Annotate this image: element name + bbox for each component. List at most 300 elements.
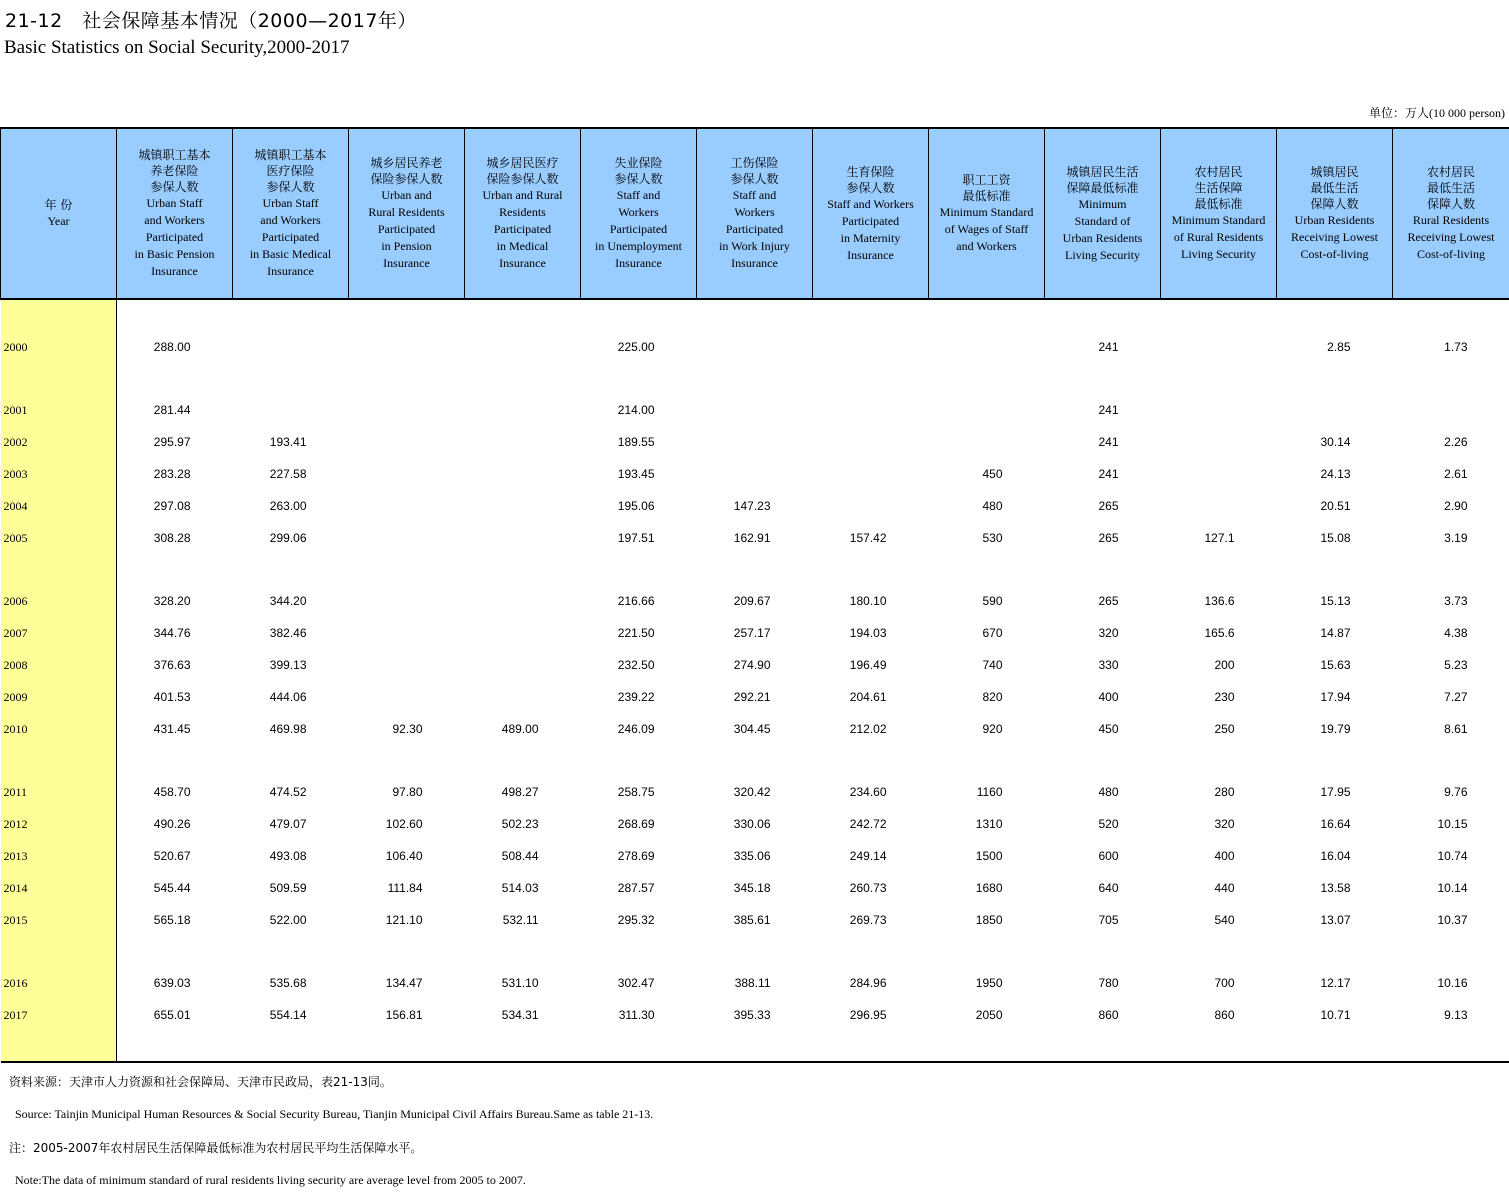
value-cell: 232.50 [617, 658, 655, 672]
value-cell: 10.71 [1320, 1008, 1351, 1022]
empty-cell [349, 299, 465, 331]
value-cell [929, 426, 1045, 458]
value-cell: 670 [982, 626, 1003, 640]
value-cell: 281.44 [153, 403, 191, 417]
column-header-en-line: Year [47, 214, 70, 228]
column-header-4 [465, 128, 581, 299]
column-header-en-line: Staff and [732, 188, 777, 202]
value-cell [465, 522, 581, 554]
column-header-12 [1393, 128, 1509, 299]
value-cell: 200 [1214, 658, 1235, 672]
value-cell [929, 394, 1045, 426]
year-cell: 2002 [1, 426, 117, 458]
column-header-cn-line: 生活保障 [1194, 181, 1243, 195]
value-cell: 531.10 [501, 976, 539, 990]
value-cell: 162.91 [733, 531, 771, 545]
year-cell: 2001 [1, 394, 117, 426]
table-row [1, 331, 1509, 363]
value-cell: 458.70 [153, 785, 191, 799]
unit-label-en: (10 000 person) [1429, 106, 1505, 120]
table-title-cn: 21-12 社会保障基本情况（2000—2017年） [5, 10, 417, 32]
value-cell: 246.09 [617, 722, 655, 736]
value-cell: 134.47 [385, 976, 423, 990]
empty-cell [1161, 554, 1277, 585]
column-header-en-line: Insurance [731, 256, 778, 270]
empty-cell [117, 299, 233, 331]
value-cell: 395.33 [733, 1008, 771, 1022]
column-header-cn-line: 最低标准 [1194, 197, 1243, 211]
value-cell [1161, 458, 1277, 490]
value-cell: 520 [1098, 817, 1119, 831]
value-cell: 328.20 [153, 594, 191, 608]
column-header-cn-line: 保险参保人数 [486, 172, 559, 186]
column-header-cn-line: 医疗保险 [266, 164, 315, 178]
value-cell [1161, 426, 1277, 458]
empty-cell [929, 554, 1045, 585]
column-header-en-line: Insurance [267, 264, 314, 278]
value-cell: 1850 [975, 913, 1003, 927]
value-cell [349, 394, 465, 426]
value-cell: 514.03 [501, 881, 539, 895]
value-cell [465, 426, 581, 458]
empty-cell [117, 554, 233, 585]
table-row [1, 458, 1509, 490]
year-cell: 2003 [1, 458, 117, 490]
value-cell: 400 [1098, 690, 1119, 704]
value-cell: 489.00 [501, 722, 539, 736]
column-header-en-line: of Wages of Staff [944, 222, 1029, 236]
value-cell: 30.14 [1320, 435, 1351, 449]
value-cell: 227.58 [269, 467, 307, 481]
empty-cell [1045, 299, 1161, 331]
value-cell: 399.13 [269, 658, 307, 672]
value-cell: 209.67 [733, 594, 771, 608]
value-cell [233, 394, 349, 426]
value-cell: 241 [1098, 467, 1119, 481]
column-header-en-line: Receiving Lowest [1407, 230, 1495, 244]
value-cell: 214.00 [617, 403, 655, 417]
empty-cell [1161, 299, 1277, 331]
empty-cell [1277, 936, 1393, 967]
value-cell: 450 [1098, 722, 1119, 736]
year-cell [1, 554, 117, 585]
value-cell: 197.51 [617, 531, 655, 545]
column-header-cn-line: 职工工资 [962, 173, 1011, 187]
value-cell: 705 [1098, 913, 1119, 927]
column-header-en-line: Minimum Standard [1171, 213, 1266, 227]
value-cell: 258.75 [617, 785, 655, 799]
value-cell: 292.21 [733, 690, 771, 704]
value-cell: 10.15 [1437, 817, 1468, 831]
value-cell: 522.00 [269, 913, 307, 927]
column-header-en-line: Staff and [616, 188, 661, 202]
value-cell [813, 458, 929, 490]
value-cell: 250 [1214, 722, 1235, 736]
value-cell: 1.73 [1444, 340, 1468, 354]
empty-cell [1277, 1031, 1393, 1062]
empty-cell [929, 745, 1045, 776]
value-cell: 400 [1214, 849, 1235, 863]
value-cell: 147.23 [733, 499, 771, 513]
year-cell: 2015 [1, 904, 117, 936]
year-cell [1, 936, 117, 967]
table-row [1, 490, 1509, 522]
value-cell: 221.50 [617, 626, 655, 640]
value-cell: 450 [982, 467, 1003, 481]
value-cell: 92.30 [392, 722, 423, 736]
value-cell: 13.07 [1320, 913, 1351, 927]
value-cell: 24.13 [1320, 467, 1351, 481]
value-cell [349, 681, 465, 713]
table-row [1, 840, 1509, 872]
column-header-8 [929, 128, 1045, 299]
spacer-row [1, 363, 1509, 394]
empty-cell [465, 1031, 581, 1062]
table-row [1, 649, 1509, 681]
value-cell: 17.94 [1320, 690, 1351, 704]
empty-cell [929, 936, 1045, 967]
column-header-en-line: Urban and [381, 188, 432, 202]
year-cell [1, 745, 117, 776]
column-header-en-line: and Workers [956, 239, 1017, 253]
value-cell [1161, 394, 1277, 426]
value-cell: 287.57 [617, 881, 655, 895]
value-cell: 860 [1214, 1008, 1235, 1022]
value-cell: 284.96 [849, 976, 887, 990]
value-cell: 480 [982, 499, 1003, 513]
value-cell: 431.45 [153, 722, 191, 736]
column-header-cn-line: 年 份 [44, 198, 73, 212]
value-cell [465, 681, 581, 713]
source-note-cn: 资料来源：天津市人力资源和社会保障局、天津市民政局，表21-13同。 [9, 1075, 392, 1089]
empty-cell [349, 745, 465, 776]
column-header-en-line: Workers [618, 205, 659, 219]
value-cell: 388.11 [734, 976, 771, 990]
value-cell: 136.6 [1204, 594, 1235, 608]
statistics-table [0, 127, 1509, 1063]
value-cell: 493.08 [269, 849, 307, 863]
value-cell: 740 [982, 658, 1003, 672]
empty-cell [233, 363, 349, 394]
empty-cell [929, 1031, 1045, 1062]
value-cell: 820 [982, 690, 1003, 704]
value-cell [1161, 490, 1277, 522]
column-header-en-line: Participated [725, 222, 784, 236]
table-row [1, 967, 1509, 999]
column-header-cn-line: 保障最低标准 [1066, 180, 1139, 195]
column-header-en-line: Cost-of-living [1417, 247, 1485, 261]
value-cell: 194.03 [849, 626, 887, 640]
table-row [1, 808, 1509, 840]
spacer-row [1, 745, 1509, 776]
column-header-en-line: Participated [261, 230, 320, 244]
column-header-en-line: Participated [377, 222, 436, 236]
column-header-en-line: Urban Staff [146, 196, 203, 210]
value-cell: 474.52 [269, 785, 307, 799]
column-header-en-line: Participated [493, 222, 552, 236]
column-header-cn-line: 城镇职工基本 [138, 148, 211, 162]
year-cell: 2013 [1, 840, 117, 872]
empty-cell [465, 363, 581, 394]
column-header-cn-line: 保险参保人数 [370, 172, 443, 186]
column-header-cn-line: 最低生活 [1426, 181, 1475, 195]
value-cell [813, 394, 929, 426]
column-header-cn-line: 参保人数 [730, 172, 779, 186]
value-cell: 268.69 [617, 817, 655, 831]
value-cell: 241 [1098, 340, 1119, 354]
value-cell: 19.79 [1320, 722, 1351, 736]
value-cell: 17.95 [1320, 785, 1351, 799]
value-cell [349, 490, 465, 522]
column-header-cn-line: 参保人数 [266, 180, 315, 194]
empty-cell [929, 299, 1045, 331]
value-cell: 241 [1098, 403, 1119, 417]
column-header-en-line: Insurance [499, 256, 546, 270]
year-cell: 2017 [1, 999, 117, 1031]
value-cell: 3.19 [1444, 531, 1468, 545]
empty-cell [465, 936, 581, 967]
value-cell: 295.32 [617, 913, 655, 927]
value-cell: 265 [1098, 499, 1119, 513]
column-header-cn-line: 农村居民 [1194, 165, 1243, 179]
year-cell: 2006 [1, 585, 117, 617]
column-header-en-line: Residents [499, 205, 546, 219]
column-header-en-line: in Basic Medical [249, 247, 332, 261]
value-cell: 534.31 [501, 1008, 539, 1022]
value-cell: 14.87 [1320, 626, 1351, 640]
value-cell: 15.63 [1320, 658, 1351, 672]
column-header-en-line: Minimum [1078, 196, 1127, 211]
value-cell [349, 522, 465, 554]
value-cell: 304.45 [733, 722, 771, 736]
value-cell: 13.58 [1320, 881, 1351, 895]
value-cell: 189.55 [617, 435, 655, 449]
year-cell: 2014 [1, 872, 117, 904]
value-cell: 9.76 [1444, 785, 1468, 799]
value-cell: 860 [1098, 1008, 1119, 1022]
column-header-cn-line: 养老保险 [150, 164, 199, 178]
column-header-cn-line: 失业保险 [614, 156, 663, 170]
empty-cell [697, 745, 813, 776]
table-row [1, 617, 1509, 649]
value-cell: 241 [1098, 435, 1119, 449]
column-header-cn-line: 最低生活 [1310, 181, 1359, 195]
value-cell: 20.51 [1320, 499, 1351, 513]
value-cell [697, 331, 813, 363]
empty-cell [1277, 363, 1393, 394]
value-cell: 297.08 [153, 499, 191, 513]
value-cell [465, 649, 581, 681]
value-cell [349, 331, 465, 363]
year-cell: 2012 [1, 808, 117, 840]
value-cell [813, 490, 929, 522]
value-cell: 97.80 [392, 785, 423, 799]
value-cell [349, 617, 465, 649]
column-header-cn-line: 参保人数 [150, 180, 199, 194]
empty-cell [1393, 936, 1509, 967]
value-cell: 249.14 [849, 849, 887, 863]
value-cell: 308.28 [153, 531, 191, 545]
value-cell: 1500 [975, 849, 1003, 863]
empty-cell [697, 554, 813, 585]
value-cell: 376.63 [153, 658, 191, 672]
year-cell [1, 363, 117, 394]
column-header-cn-line: 参保人数 [614, 172, 663, 186]
column-header-cn-line: 城镇居民 [1310, 165, 1359, 179]
year-cell: 2010 [1, 713, 117, 745]
value-cell: 295.97 [153, 435, 191, 449]
column-header-7 [813, 128, 929, 299]
value-cell: 257.17 [733, 626, 771, 640]
table-row [1, 776, 1509, 808]
year-cell: 2008 [1, 649, 117, 681]
value-cell: 5.23 [1444, 658, 1468, 672]
empty-cell [581, 936, 697, 967]
table-row [1, 872, 1509, 904]
value-cell: 121.10 [385, 913, 423, 927]
value-cell: 502.23 [501, 817, 539, 831]
empty-cell [465, 554, 581, 585]
table-row [1, 713, 1509, 745]
year-cell [1, 299, 117, 331]
empty-cell [349, 363, 465, 394]
source-note-en: Source: Tainjin Municipal Human Resources & Social Security Bureau, Tianjin Municipal Civil Affairs Bureau.Same as table 21-13. [15, 1107, 654, 1121]
spacer-row [1, 554, 1509, 585]
column-header-5 [581, 128, 697, 299]
value-cell: 10.14 [1437, 881, 1468, 895]
value-cell [929, 331, 1045, 363]
empty-cell [1161, 936, 1277, 967]
value-cell [1393, 394, 1509, 426]
value-cell: 106.40 [385, 849, 423, 863]
spacer-row [1, 299, 1509, 331]
spacer-row [1, 936, 1509, 967]
empty-cell [1277, 745, 1393, 776]
value-cell: 111.84 [387, 881, 423, 895]
empty-cell [1045, 745, 1161, 776]
value-cell: 225.00 [617, 340, 655, 354]
value-cell: 2.61 [1444, 467, 1468, 481]
column-header-en-line: Staff and Workers [827, 196, 914, 211]
unit-label [1369, 104, 1505, 121]
value-cell: 265 [1098, 531, 1119, 545]
column-header-en-line: Participated [609, 222, 668, 236]
value-cell [349, 649, 465, 681]
value-cell: 156.81 [385, 1008, 423, 1022]
column-header-en-line: Minimum Standard [939, 205, 1034, 219]
value-cell [813, 331, 929, 363]
year-cell: 2005 [1, 522, 117, 554]
value-cell: 242.72 [849, 817, 887, 831]
value-cell: 508.44 [501, 849, 539, 863]
value-cell: 8.61 [1444, 722, 1468, 736]
value-cell: 385.61 [733, 913, 771, 927]
table-header [1, 128, 1509, 299]
value-cell: 382.46 [269, 626, 307, 640]
value-cell: 498.27 [501, 785, 539, 799]
empty-cell [465, 299, 581, 331]
value-cell: 600 [1098, 849, 1119, 863]
column-header-en-line: in Maternity [840, 230, 901, 245]
column-header-cn-line: 保障人数 [1310, 197, 1359, 211]
value-cell: 3.73 [1444, 594, 1468, 608]
column-header-en-line: in Pension [381, 239, 432, 253]
column-header-cn-line: 城乡居民医疗 [486, 156, 559, 170]
remark-note-cn: 注：2005-2007年农村居民生活保障最低标准为农村居民平均生活保障水平。 [9, 1141, 423, 1155]
value-cell: 2.90 [1444, 499, 1468, 513]
column-header-en-line: Insurance [151, 264, 198, 278]
value-cell: 530 [982, 531, 1003, 545]
column-header-en-line: and Workers [260, 213, 321, 227]
empty-cell [929, 363, 1045, 394]
value-cell: 1950 [975, 976, 1003, 990]
value-cell: 260.73 [849, 881, 887, 895]
empty-cell [117, 363, 233, 394]
empty-cell [1393, 363, 1509, 394]
empty-cell [813, 299, 929, 331]
value-cell: 469.98 [269, 722, 307, 736]
value-cell: 490.26 [153, 817, 191, 831]
empty-cell [581, 363, 697, 394]
value-cell: 10.74 [1437, 849, 1468, 863]
value-cell: 700 [1214, 976, 1235, 990]
column-header-en-line: Insurance [383, 256, 430, 270]
value-cell: 274.90 [733, 658, 771, 672]
value-cell: 216.66 [617, 594, 655, 608]
empty-cell [1277, 299, 1393, 331]
value-cell: 16.04 [1320, 849, 1351, 863]
value-cell: 330.06 [733, 817, 771, 831]
empty-cell [697, 363, 813, 394]
value-cell: 335.06 [733, 849, 771, 863]
value-cell [465, 585, 581, 617]
empty-cell [1161, 745, 1277, 776]
column-header-en-line: Urban Staff [262, 196, 319, 210]
value-cell: 10.16 [1437, 976, 1468, 990]
value-cell: 10.37 [1437, 913, 1468, 927]
empty-cell [233, 1031, 349, 1062]
value-cell: 311.30 [618, 1008, 655, 1022]
empty-cell [1393, 745, 1509, 776]
header-row [1, 128, 1509, 299]
empty-cell [813, 554, 929, 585]
column-header-en-line: in Basic Pension [134, 247, 215, 261]
empty-cell [233, 745, 349, 776]
value-cell: 509.59 [269, 881, 307, 895]
empty-cell [233, 936, 349, 967]
column-header-11 [1277, 128, 1393, 299]
column-header-cn-line: 城镇居民生活 [1066, 164, 1139, 179]
year-cell: 2009 [1, 681, 117, 713]
value-cell: 1680 [975, 881, 1003, 895]
table-row [1, 681, 1509, 713]
empty-cell [697, 1031, 813, 1062]
column-header-3 [349, 128, 465, 299]
empty-cell [349, 1031, 465, 1062]
value-cell: 157.42 [849, 531, 887, 545]
value-cell: 320 [1214, 817, 1235, 831]
empty-cell [117, 936, 233, 967]
empty-cell [813, 936, 929, 967]
value-cell: 15.08 [1320, 531, 1351, 545]
empty-cell [349, 554, 465, 585]
column-header-cn-line: 最低标准 [962, 189, 1011, 203]
value-cell: 520.67 [153, 849, 191, 863]
value-cell: 127.1 [1204, 531, 1235, 545]
value-cell: 299.06 [269, 531, 307, 545]
column-header-en-line: Insurance [615, 256, 662, 270]
value-cell [465, 490, 581, 522]
